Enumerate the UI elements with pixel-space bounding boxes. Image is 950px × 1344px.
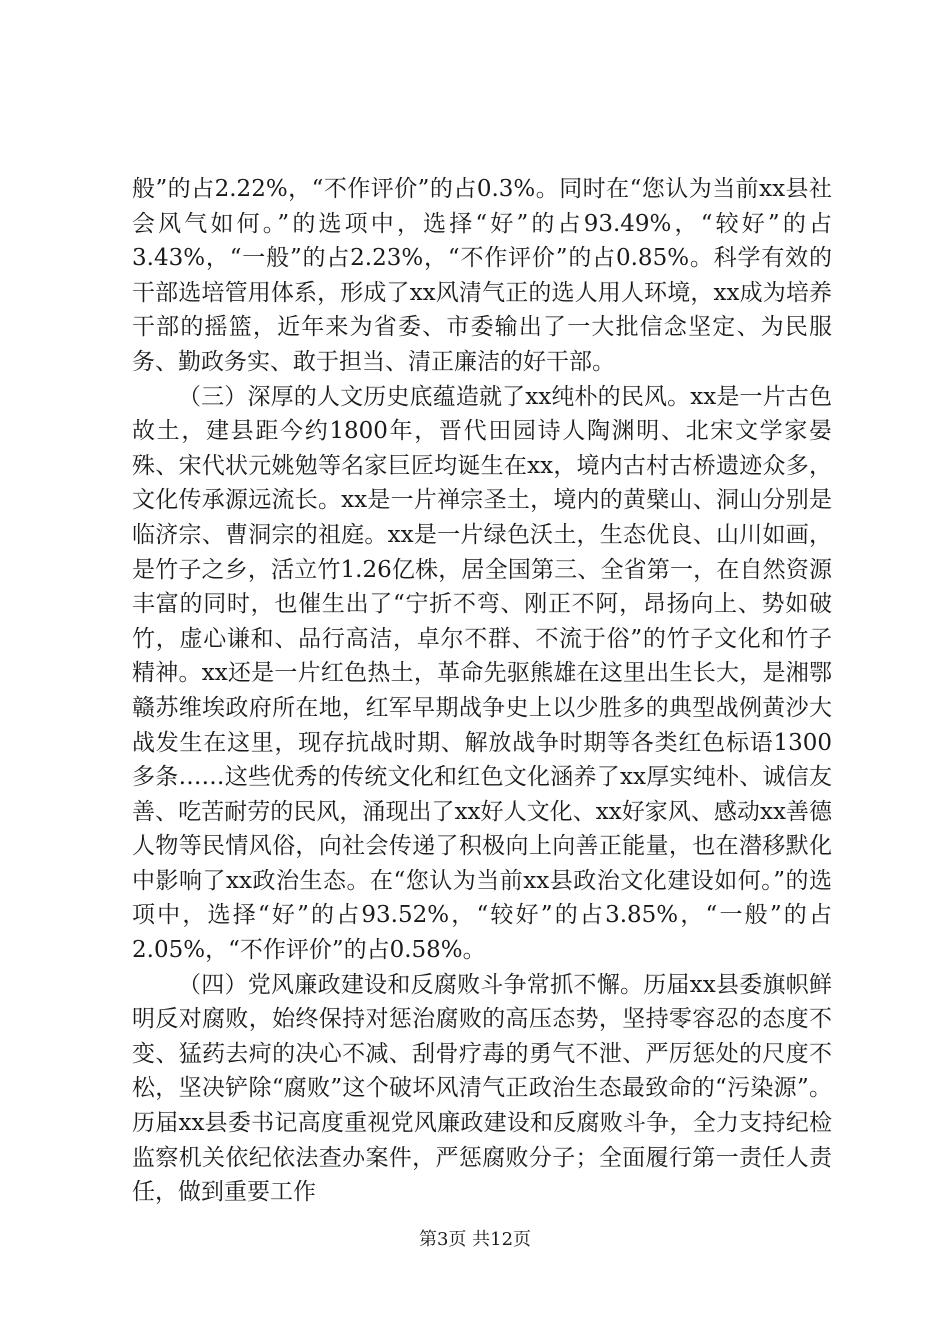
paragraph-3: （四）党风廉政建设和反腐败斗争常抓不懈。历届xx县委旗帜鲜明反对腐败，始终保持对惩治腐败的高压态势，坚持零容忍的态度不变、猛药去疴的决心不减、刮骨疗毒的勇气不泄、严厉惩处的尺度不松，坚决铲除“腐败”这个破坏风清气正政治生态最致命的“污染源”。历届xx县委书记高度重视党风廉政建设和反腐败斗争，全力支持纪检监察机关依纪依法查办案件，严惩腐败分子；全面履行第一责任人责任，做到重要工作 [132, 971, 832, 1206]
page-number-footer: 第3页 共12页 [418, 1229, 532, 1250]
document-body [132, 172, 832, 1210]
paragraph-2: （三）深厚的人文历史底蕴造就了xx纯朴的民风。xx是一片古色故土，建县距今约1800年，晋代田园诗人陶渊明、北宋文学家晏殊、宋代状元姚勉等名家巨匠均诞生在xx，境内古村古桥遗迹众多，文化传承源远流长。xx是一片禅宗圣土，境内的黄檗山、洞山分别是临济宗、曹洞宗的祖庭。xx是一片绿色沃土，生态优良、山川如画，是竹子之乡，活立竹1.26亿株，居全国第三、全省第一，在自然资源丰富的同时，也催生出了“宁折不弯、刚正不阿，昂扬向上、势如破竹，虚心谦和、品行高洁，卓尔不群、不流于俗”的竹子文化和竹子精神。xx还是一片红色热土，革命先驱熊雄在这里出生长大，是湘鄂赣苏维埃政府所在地，红军早期战争史上以少胜多的典型战例黄沙大战发生在这里，现存抗战时期、解放战争时期等各类红色标语1300多条……这些优秀的传统文化和红色文化涵养了xx厚实纯朴、诚信友善、吃苦耐劳的民风，涌现出了xx好人文化、xx好家风、感动xx善德人物等民情风俗，向社会传递了积极向上向善正能量，也在潜移默化中影响了xx政治生态。在“您认为当前xx县政治文化建设如何。”的选项中，选择“好”的占93.52%，“较好”的占3.85%，“一般”的占2.05%，“不作评价”的占0.58%。 [132, 383, 832, 964]
paragraph-1: 般”的占2.22%，“不作评价”的占0.3%。同时在“您认为当前xx县社会风气如何。”的选项中，选择“好”的占93.49%，“较好”的占3.43%，“一般”的占2.23%，“不作评价”的占0.85%。科学有效的干部选培管用体系，形成了xx风清气正的选人用人环境，xx成为培养干部的摇篮，近年来为省委、市委输出了一大批信念坚定、为民服务、勤政务实、敢于担当、清正廉洁的好干部。 [132, 176, 832, 375]
